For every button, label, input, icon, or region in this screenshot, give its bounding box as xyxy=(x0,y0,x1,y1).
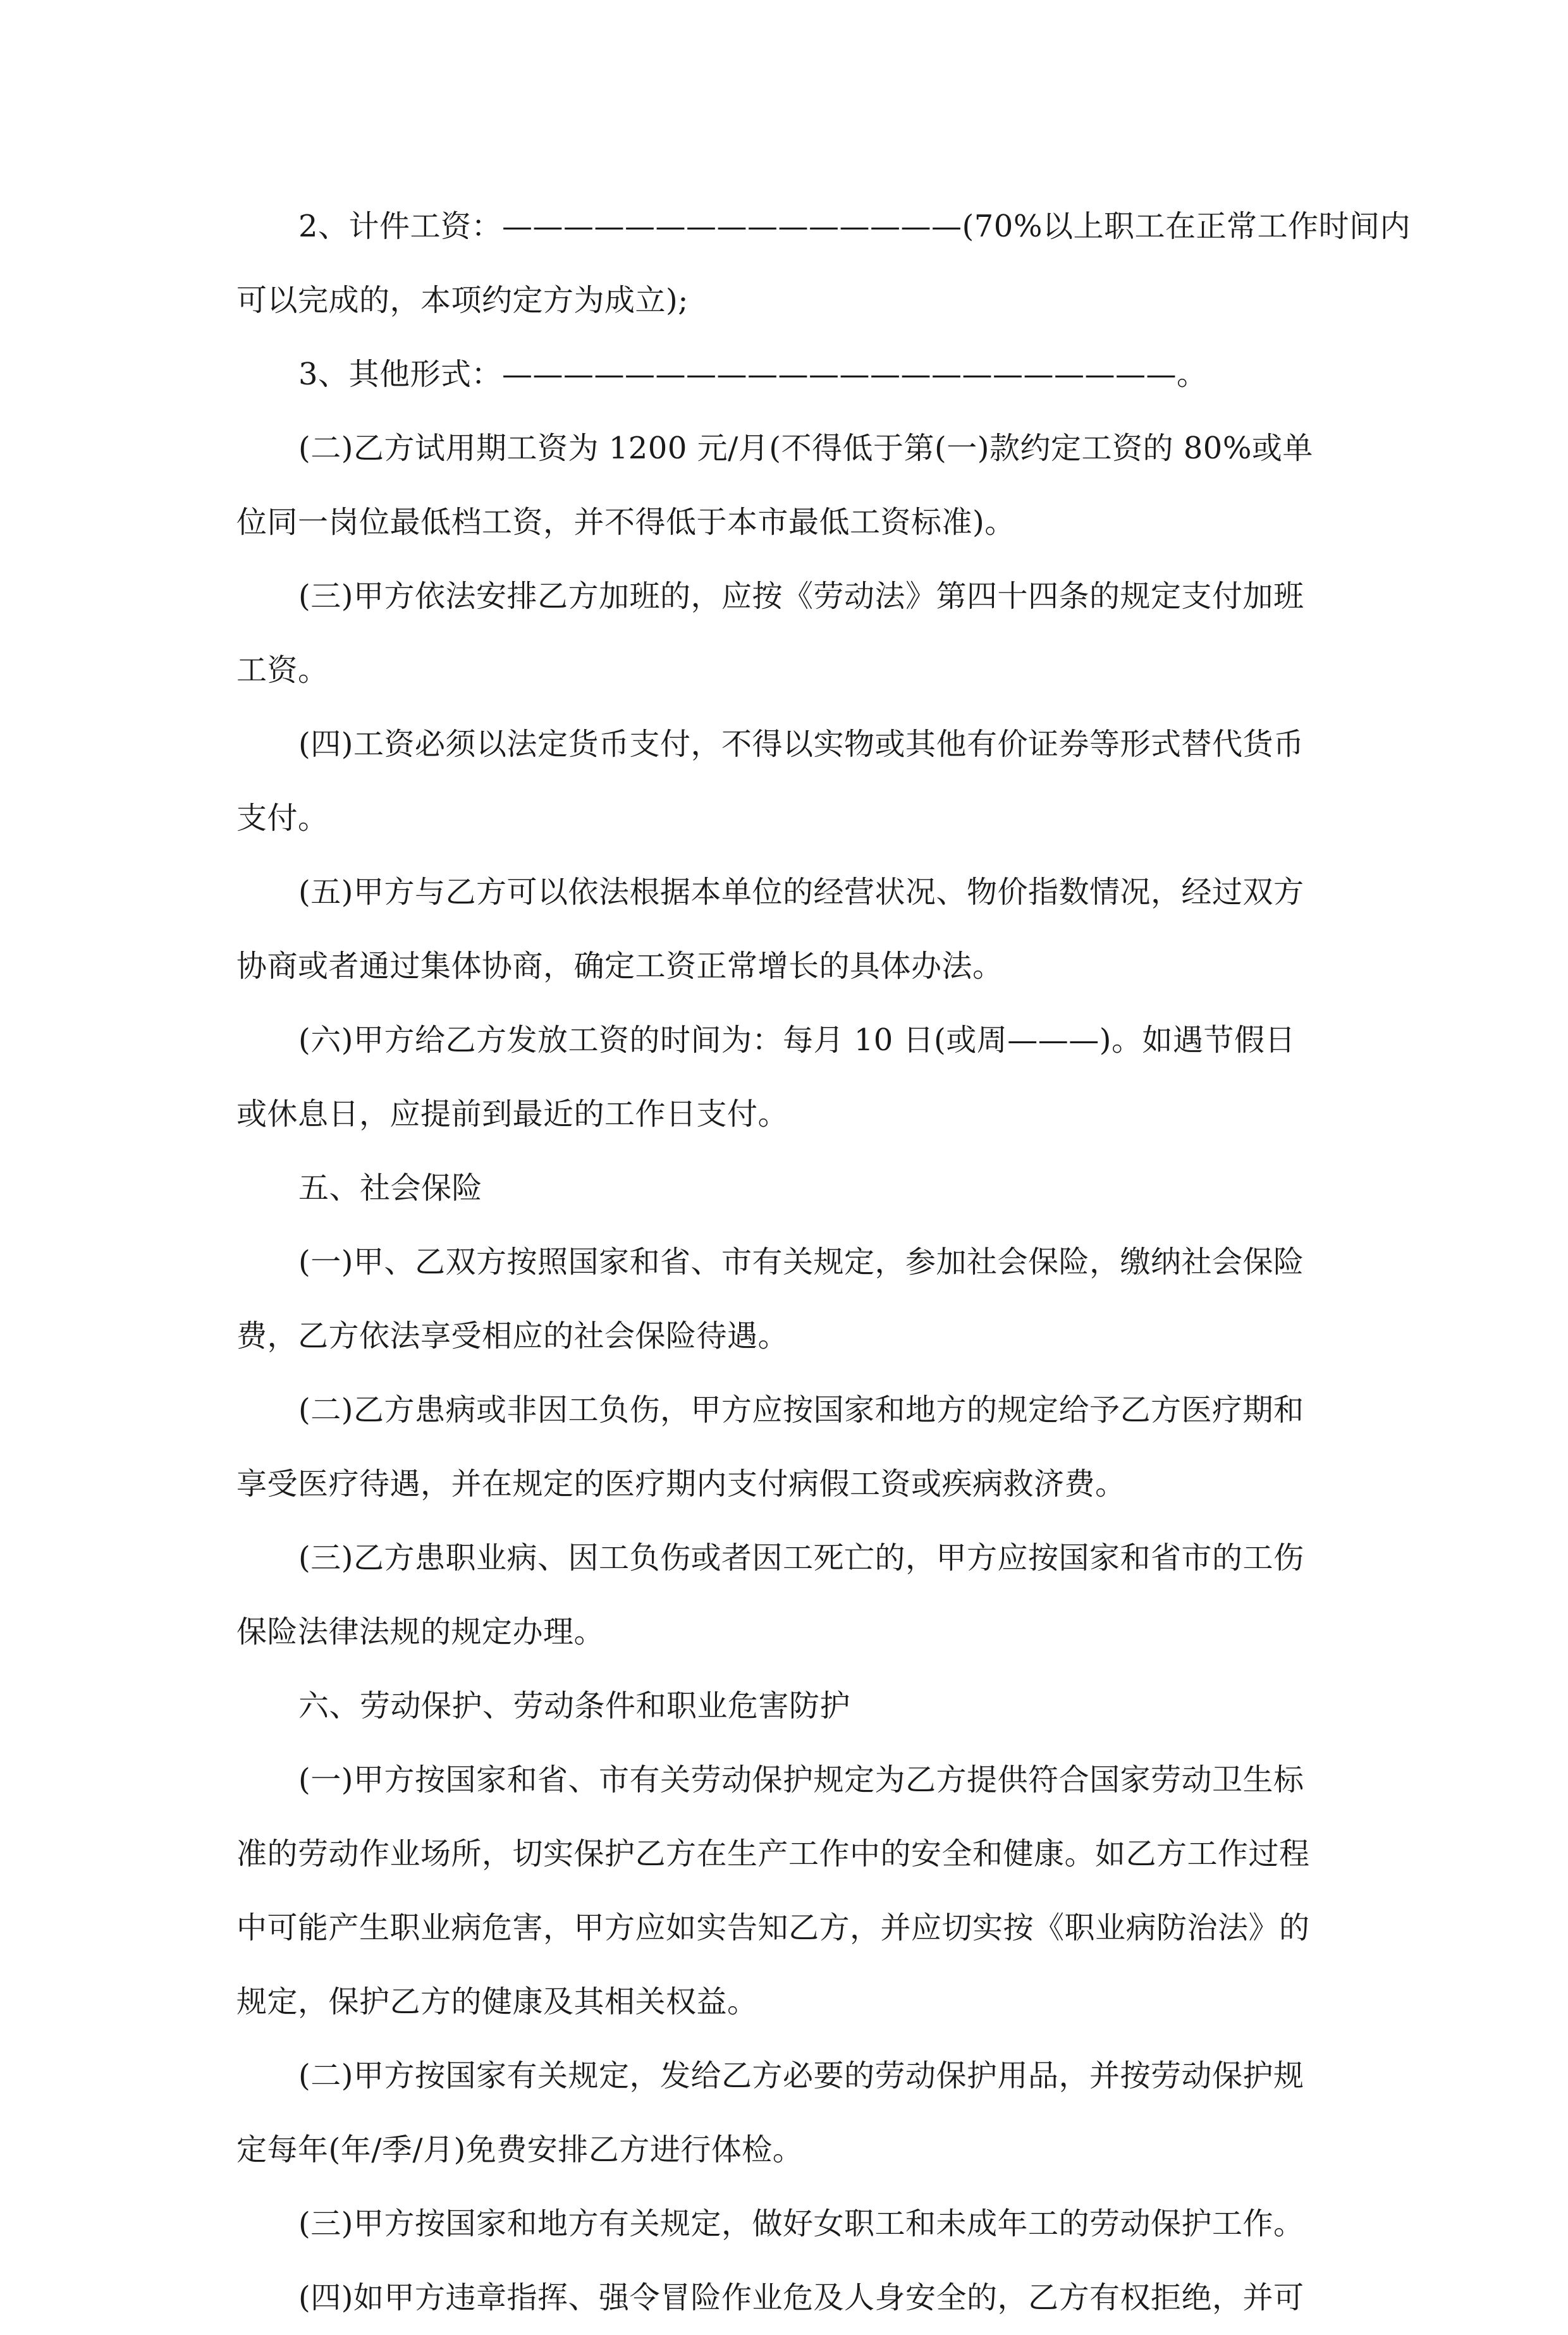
text-line: (一)甲方按国家和省、市有关劳动保护规定为乙方提供符合国家劳动卫生标 xyxy=(298,1762,1304,1798)
text-line: 费，乙方依法享受相应的社会保险待遇。 xyxy=(236,1318,789,1354)
document-body xyxy=(236,190,1411,2335)
text-line: 协商或者通过集体协商，确定工资正常增长的具体办法。 xyxy=(236,948,1003,984)
text-line: (二)乙方患病或非因工负伤，甲方应按国家和地方的规定给予乙方医疗期和 xyxy=(298,1392,1304,1428)
text-line: (二)甲方按国家有关规定，发给乙方必要的劳动保护用品，并按劳动保护规 xyxy=(298,2058,1304,2093)
text-line: (一)甲、乙双方按照国家和省、市有关规定，参加社会保险，缴纳社会保险 xyxy=(298,1244,1304,1280)
text-line: (五)甲方与乙方可以依法根据本单位的经营状况、物价指数情况，经过双方 xyxy=(298,874,1304,910)
text-line: (三)甲方依法安排乙方加班的，应按《劳动法》第四十四条的规定支付加班 xyxy=(298,579,1304,614)
text-line: (二)乙方试用期工资为 1200 元/月(不得低于第(一)款约定工资的 80%或单 xyxy=(298,431,1313,466)
text-line: 位同一岗位最低档工资，并不得低于本市最低工资标准)。 xyxy=(236,505,1015,540)
text-line: (三)甲方按国家和地方有关规定，做好女职工和未成年工的劳动保护工作。 xyxy=(298,2206,1304,2241)
text-line: 五、社会保险 xyxy=(298,1170,483,1206)
text-line: 规定，保护乙方的健康及其相关权益。 xyxy=(236,1984,758,2019)
text-line: 定每年(年/季/月)免费安排乙方进行体检。 xyxy=(236,2132,804,2167)
text-line: 可以完成的，本项约定方为成立); xyxy=(236,283,689,318)
text-line: 支付。 xyxy=(236,800,329,836)
text-line: 享受医疗待遇，并在规定的医疗期内支付病假工资或疾病救济费。 xyxy=(236,1466,1126,1502)
text-line: (三)乙方患职业病、因工负伤或者因工死亡的，甲方应按国家和省市的工伤 xyxy=(298,1540,1304,1576)
text-line: (四)工资必须以法定货币支付，不得以实物或其他有价证券等形式替代货币 xyxy=(298,726,1304,762)
text-line: 中可能产生职业病危害，甲方应如实告知乙方，并应切实按《职业病防治法》的 xyxy=(236,1910,1310,1946)
text-line: 3、其他形式：——————————————————————。 xyxy=(298,357,1208,392)
text-line: 或休息日，应提前到最近的工作日支付。 xyxy=(236,1096,789,1132)
text-line: 六、劳动保护、劳动条件和职业危害防护 xyxy=(298,1688,851,1724)
text-line: (六)甲方给乙方发放工资的时间为：每月 10 日(或周———)。如遇节假日 xyxy=(298,1022,1296,1058)
text-line: 2、计件工资：———————————————(70%以上职工在正常工作时间内 xyxy=(298,209,1411,244)
text-line: (四)如甲方违章指挥、强令冒险作业危及人身安全的，乙方有权拒绝，并可 xyxy=(298,2280,1304,2315)
text-line: 准的劳动作业场所，切实保护乙方在生产工作中的安全和健康。如乙方工作过程 xyxy=(236,1836,1310,1872)
text-line: 保险法律法规的规定办理。 xyxy=(236,1614,605,1650)
text-line: 工资。 xyxy=(236,653,329,688)
